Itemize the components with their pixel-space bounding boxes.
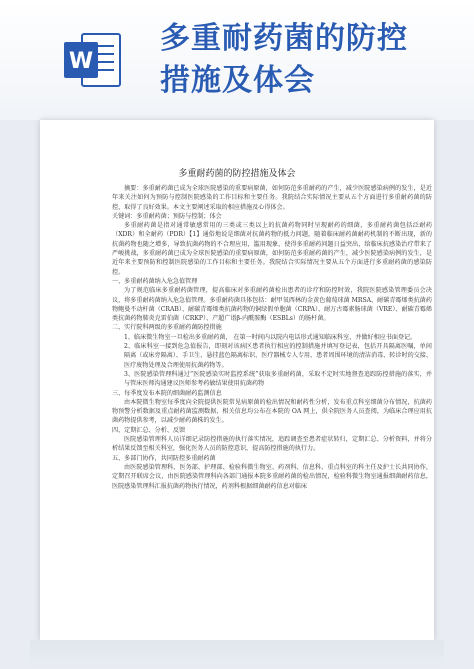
- document-title: 多重耐药菌的防控措施及体会: [178, 169, 296, 179]
- svg-text:W: W: [68, 49, 94, 74]
- page-shadow: [30, 640, 444, 669]
- document-paragraph: 由医院感染管理科、医务部、护理部、检验科微生物室、药剂科、信息科、重点科室的科主任及护士长共同协作，定期召开联席会议，由医院感染管理科向各部门通报本院多重耐药菌的检出情况，检验科微生物室通报细菌耐药信息，医院感染管理科汇报抗菌药物执行情况，药剂科根据细菌耐药信息对临床: [112, 463, 432, 490]
- document-paragraph: 四、定期汇总、分析、反馈: [112, 426, 186, 434]
- banner-title-line-1: 多重耐药菌的防控: [160, 21, 408, 56]
- document-page: [40, 120, 434, 640]
- document-paragraph: 一、多重耐药菌纳入危急值管理: [112, 277, 198, 285]
- document-paragraph: 1、临床微生物室一旦检出多重耐药菌， 在第一时间内以院内电话形式通知临床科室，并做好相应书面登记。: [124, 333, 417, 341]
- document-paragraph: 多重耐药菌是指对通常敏感常用的三类或三类以上的抗菌药物同时呈现耐药的细菌，多重耐药菌包括泛耐药（XDR）和全耐药（PDR）【1】通俗地说是细菌对抗菌药物的抵力问题，随着临床耐药菌耐药机制的不断出现，新的抗菌药物也随之增多，导致抗菌药物的不合理应用，滥用现象，使得多重耐药问题日益突出，给临床抗感染治疗带来了严峻挑战，多重耐药菌已成为全球医院感染的重要病原菌，如何防范多重耐药菌的产生，减少医院感染病例的发生，是近年来主要预防和控制医院感染的工作目标和主要任务。我院结合实际情况主要从五个方面进行多重耐药菌的感染防控。: [112, 222, 432, 276]
- document-paragraph: 由本院微生物室每季度向全院提供医院常见病原菌的检出情况和耐药性分析，发布重点科室细菌分布情况，抗菌药物预警分析数据及重点耐药菌监测数据，相关信息均公布在本院的 OA 网上，供全院医务人员查阅，为临床合理应用抗菌药物提供参考，以减少耐药菌株的发生。: [112, 398, 432, 425]
- document-paragraph: 五、多部门协作，共同防控多重耐药菌: [112, 454, 216, 462]
- document-paragraph: 关键词：多重耐药菌；预防与控制；体会: [112, 212, 222, 220]
- document-paragraph: 2、临床科室一接到危急值报告，即刻对该病区患者执行相应的控制措施并填写登记表，包括开具隔离医嘱，单间隔离（或床旁隔离）、手卫生、悬挂蓝色隔离标识、医疗器械专人专用、患者周围环境的清洁消毒、转诊时的交接、医疗废物处理及合理使用抗菌药物等。: [124, 343, 432, 369]
- banner-title-line-2: 措施及体会: [160, 63, 315, 98]
- document-banner: [0, 0, 474, 120]
- document-paragraph: 3、医院感染管理科通过“医院感染实时监控系统”获取多重耐药菌，采取不定时实地督查追踪防控措施的落实，并与管床医师沟通建议医师参考药敏结果使用抗菌药物: [124, 370, 432, 388]
- document-body: [112, 184, 432, 491]
- document-paragraph: 二、实行院科两级的多重耐药菌防控措施: [112, 324, 222, 332]
- word-document-icon: [60, 28, 124, 92]
- document-paragraph: 摘要：多重耐药菌已成为全球医院感染的重要病原菌，如何防范多重耐药的产生，减少医院感染病例的发生，是近年来关注如何为预防与控制医院感染的工作目标和主要任务。我院结合实际情况主要从五个方面进行多重耐药菌的防控，取得了良好效果。本文主要阐述采取的相应措施及心得体会。: [112, 185, 432, 211]
- document-paragraph: 三、每季度发布本院的细菌耐药监测信息: [112, 389, 222, 397]
- document-paragraph: 为了规范临床多重耐药菌管理，提高临床对多重耐药菌检出患者的诊疗和防控时效，我院医院感染管理委员会决议，将多重耐药菌纳入危急值管理。多重耐药菌具体包括：耐甲氧西林的金黄色葡萄球菌 MRSA、耐碳青霉烯类抗菌药物鲍曼不动杆菌（CRAB）、耐碳青霉烯类抗菌药物的铜绿假单胞菌（CRPA）、耐万古霉素肠球菌（VRE）、耐碳青霉烯类抗菌药物肺炎克雷伯菌（CRKP）、产超广谱β-内酰胺酶（ESBLs）的肠杆菌。: [112, 287, 432, 323]
- document-paragraph: 医院感染管理科人员详细记录防控措施的执行落实情况，追踪调查至患者症状转归，定期汇总、分析资料，并将分析结果反馈至相关科室，强化医务人员的防控意识，提高防控措施的执行力。: [112, 436, 432, 453]
- banner-title: [160, 18, 460, 102]
